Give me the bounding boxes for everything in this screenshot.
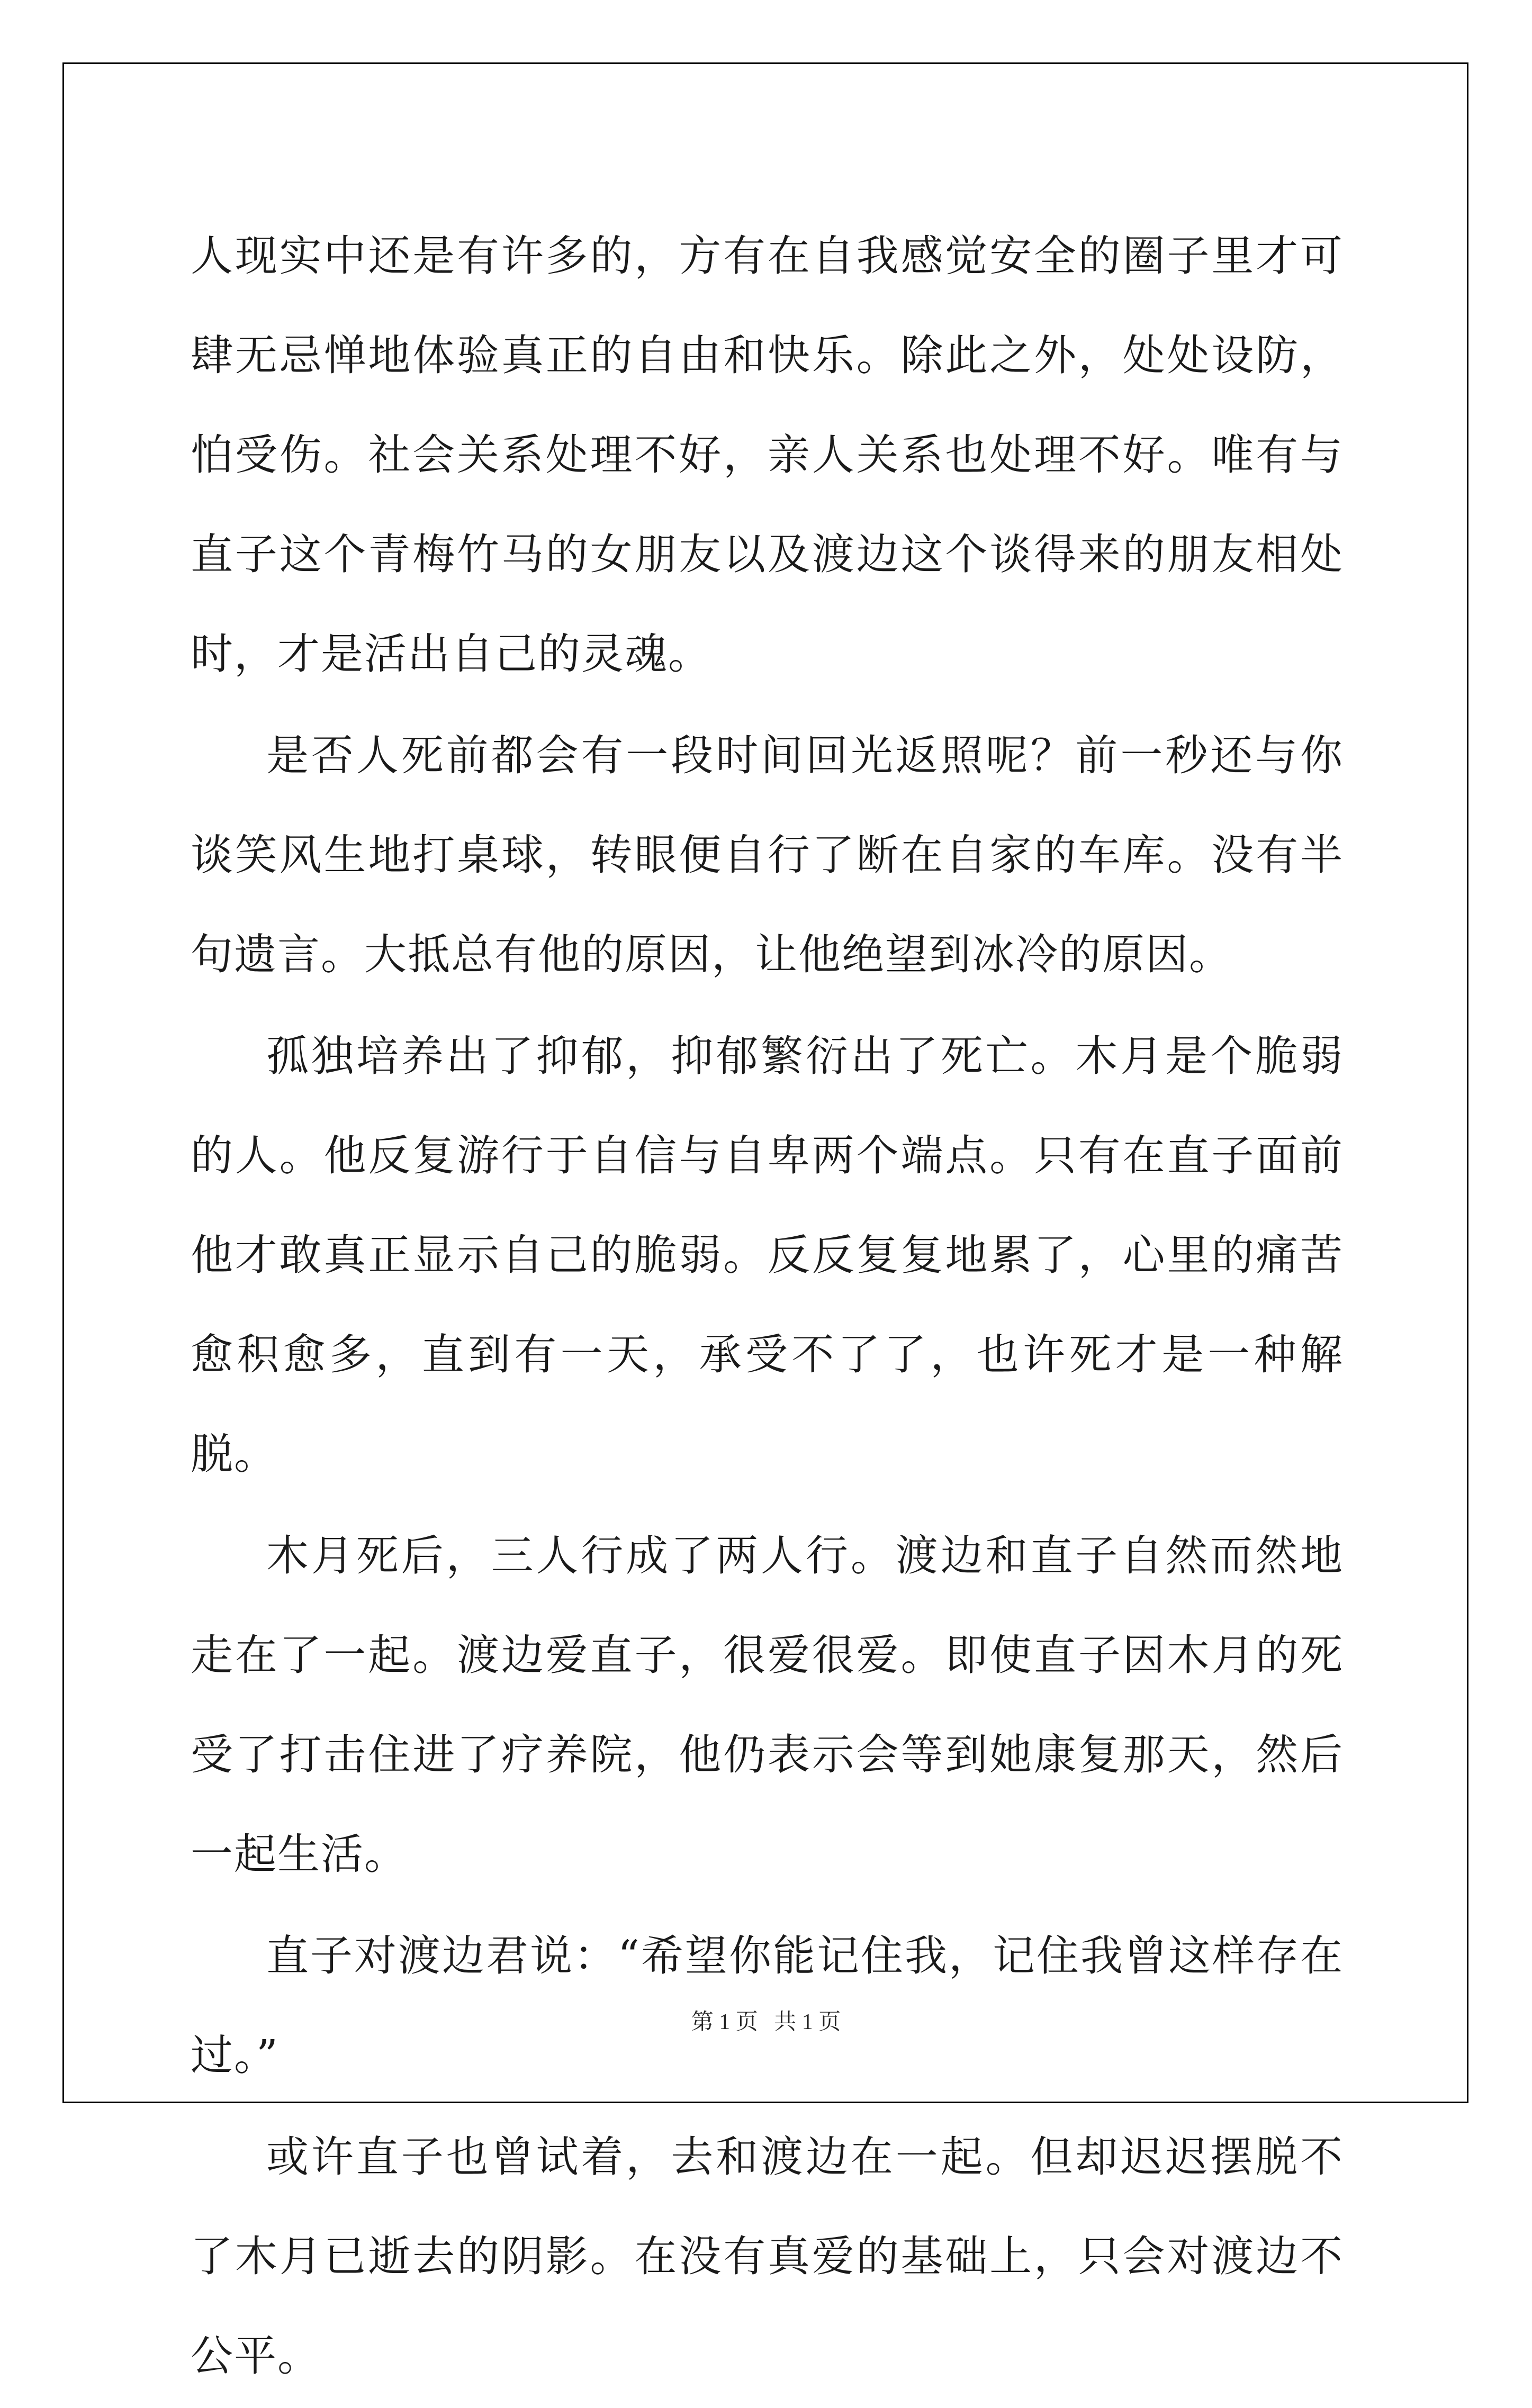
paragraph-2: 是否人死前都会有一段时间回光返照呢？前一秒还与你谈笑风生地打桌球，转眼便自行了断在自家的车库。没有半句遗言。大抵总有他的原因，让他绝望到冰冷的原因。 [191, 731, 1344, 979]
paragraph-1: 人现实中还是有许多的，方有在自我感觉安全的圈子里才可肆无忌惮地体验真正的自由和快乐。除此之外，处处设防，怕受伤。社会关系处理不好，亲人关系也处理不好。唯有与直子这个青梅竹马的女朋友以及渡边这个谈得来的朋友相处时，才是活出自己的灵魂。 [191, 231, 1344, 678]
page-number: 第 1 页 [691, 2010, 758, 2034]
document-body [191, 206, 1344, 2408]
page-total: 共 1 页 [774, 2010, 841, 2034]
paragraph-4: 木月死后，三人行成了两人行。渡边和直子自然而然地走在了一起。渡边爱直子，很爱很爱。即使直子因木月的死受了打击住进了疗养院，他仍表示会等到她康复那天，然后一起生活。 [191, 1531, 1344, 1879]
paragraph-5: 直子对渡边君说：“希望你能记住我，记住我曾这样存在过。” [191, 1931, 1344, 2080]
paragraph-6: 或许直子也曾试着，去和渡边在一起。但却迟迟摆脱不了木月已逝去的阴影。在没有真爱的基础上，只会对渡边不公平。 [191, 2132, 1344, 2380]
paragraph-3: 孤独培养出了抑郁，抑郁繁衍出了死亡。木月是个脆弱的人。他反复游行于自信与自卑两个端点。只有在直子面前他才敢真正显示自己的脆弱。反反复复地累了，心里的痛苦愈积愈多，直到有一天，承受不了了，也许死才是一种解脱。 [191, 1031, 1344, 1479]
page-footer [0, 2004, 1532, 2036]
